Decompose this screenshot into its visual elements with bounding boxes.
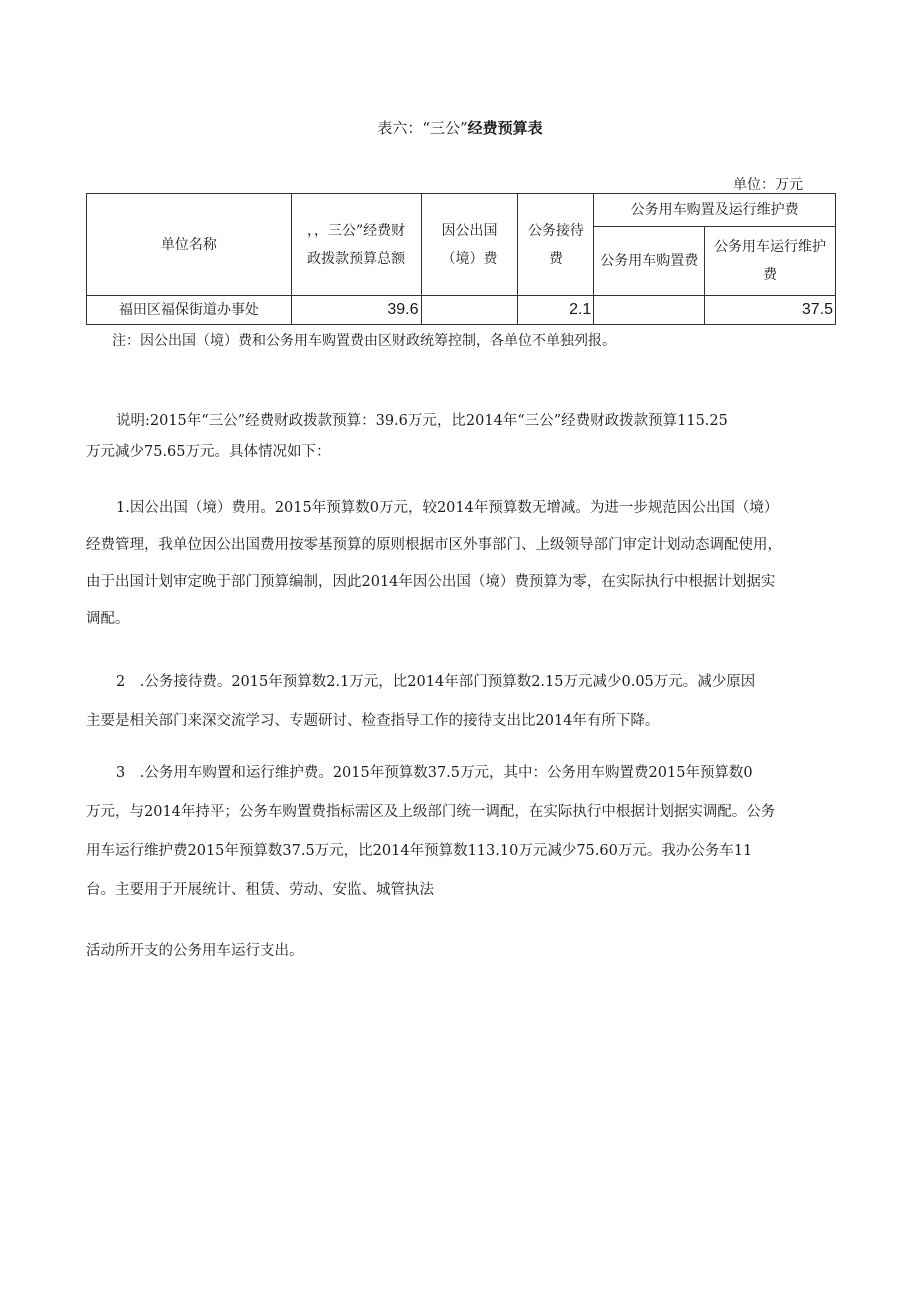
paragraph-reception: 2 .公务接待费。2015年预算数2.1万元，比2014年部门预算数2.15万元减少0.05万元。减少原因 主要是相关部门来深交流学习、专题研讨、检查指导工作的接待支出比2014年有所下降。 xyxy=(86,674,756,729)
title-main: 经费预算表 xyxy=(467,119,543,137)
header-unit-name: 单位名称 xyxy=(87,194,292,296)
paragraph-abroad: 1.因公出国（境）费用。2015年预算数0万元，较2014年预算数无增减。为进一步规范因公出国（境） 经费管理，我单位因公出国费用按零基预算的原则根据市区外事部门、上级领导部门审定计划动态调配使用， 由于出国计划审定晚于部门预算编制，因此2014年因公出国（境）费预算为零，在实际执行中根据计划据实 调配。 xyxy=(86,500,782,627)
header-vehicle-running: 公务用车运行维护 费 xyxy=(705,227,836,296)
row-unit-name: 福田区福保街道办事处 xyxy=(87,296,292,325)
page-title xyxy=(0,117,920,138)
table-note: 注：因公出国（境）费和公务用车购置费由区财政统筹控制，各单位不单独列报。 xyxy=(112,333,616,349)
paragraph-summary: 说明:2015年“三公”经费财政拨款预算：39.6万元，比2014年“三公”经费财政拨款预算115.25 万元减少75.65万元。具体情况如下： xyxy=(86,413,728,460)
header-total: ，，三公”经费财 政拨款预算总额 xyxy=(291,194,421,296)
paragraph-closing: 活动所开支的公务用车运行支出。 xyxy=(86,943,304,959)
header-abroad: 因公出国 （境）费 xyxy=(421,194,518,296)
row-abroad xyxy=(421,296,518,325)
row-vehicle-purchase xyxy=(594,296,705,325)
title-prefix: 表六：“三公” xyxy=(377,119,468,137)
row-reception: 2.1 xyxy=(518,296,594,325)
paragraph-vehicle: 3 .公务用车购置和运行维护费。2015年预算数37.5万元，其中：公务用车购置费2015年预算数0 万元，与2014年持平；公务车购置费指标需区及上级部门统一调配，在实际执行中根据计划据实调配。公务 用车运行维护费2015年预算数37.5万元，比2014年预算数113.10万元减少75.60万元。我办公务车11 台。主要用于开展统计、租赁、劳动、安监、城管执法 xyxy=(86,765,776,898)
header-reception: 公务接待 费 xyxy=(518,194,594,296)
row-vehicle-running: 37.5 xyxy=(705,296,836,325)
unit-label: 单位：万元 xyxy=(733,177,803,193)
budget-table xyxy=(86,193,836,325)
header-vehicle-purchase: 公务用车购置费 xyxy=(594,227,705,296)
row-total: 39.6 xyxy=(291,296,421,325)
header-vehicle: 公务用车购置及运行维护费 xyxy=(594,194,836,227)
